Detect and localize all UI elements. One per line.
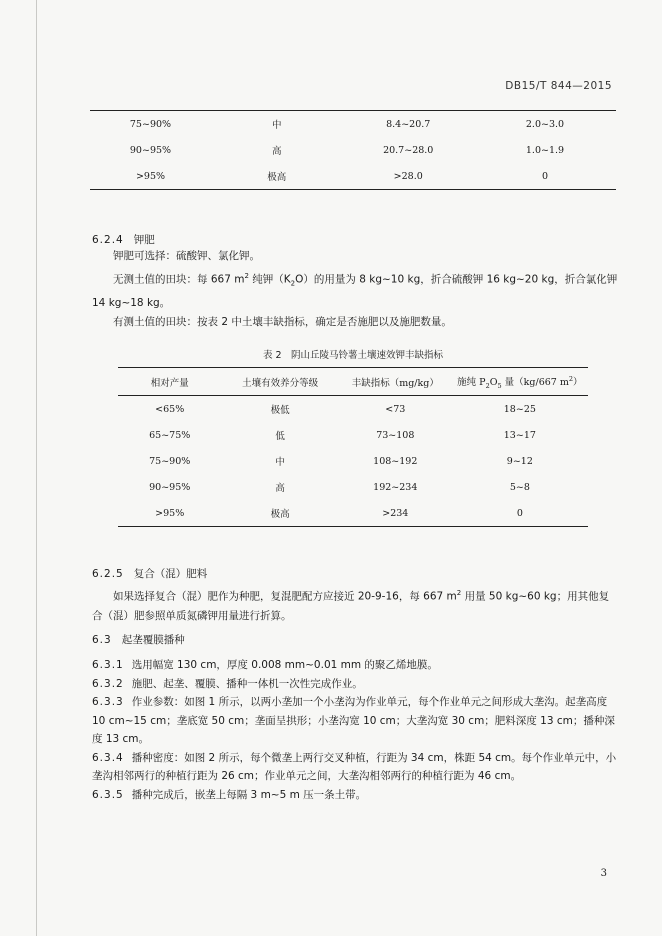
- table-row: [118, 448, 588, 474]
- table-cell: >234: [382, 507, 409, 519]
- text-run: O）的用量为 8 kg~10 kg，折合硫酸钾 16 kg~20 kg，折合氯化钾 14 kg~18 kg。: [92, 273, 618, 309]
- column-header: [452, 368, 588, 396]
- text-run: 用量 50 kg~60 kg；用其他复合（混）肥参照单质氮磷钾用量进行折算。: [92, 590, 610, 622]
- standard-code: DB15/T 844—2015: [505, 80, 612, 92]
- table-cell: 高: [275, 483, 285, 494]
- table-cell: 0: [516, 507, 523, 519]
- table-cell: 65~75%: [149, 429, 191, 441]
- table-cell: >28.0: [393, 170, 423, 182]
- table-cell: 1.0~1.9: [525, 144, 565, 156]
- table-cell: 极高: [270, 509, 290, 520]
- table-cell: 73~108: [376, 429, 415, 441]
- item-number: 6.3.5: [92, 788, 124, 801]
- table-cell: 75~90%: [129, 118, 172, 130]
- column-header: 丰缺指标（mg/kg）: [351, 377, 439, 389]
- table-2: [118, 367, 588, 527]
- table-cell: 90~95%: [149, 481, 191, 493]
- table-row: [90, 163, 616, 190]
- table-cell: 极低: [270, 405, 290, 416]
- section-6-2-5-body: [92, 584, 618, 627]
- item-text: 作业参数：如图 1 所示，以两小垄加一个小垄沟为作业单元，每个作业单元之间形成大垄沟。起垄高度 10 cm~15 cm；垄底宽 50 cm；垄面呈拱形；小垄沟宽 10 cm；大垄沟宽 30 cm；肥料深度 13 cm；播种深度 13 cm。: [92, 696, 615, 745]
- column-header: 相对产量: [150, 377, 189, 389]
- subscript: 2: [485, 381, 490, 390]
- table-1-continued: [90, 110, 616, 190]
- superscript: 2: [456, 589, 462, 597]
- table-row: [118, 500, 588, 527]
- item-text: 选用幅宽 130 cm，厚度 0.008 mm~0.01 mm 的聚乙烯地膜。: [131, 659, 438, 671]
- text-run: 无测土值的田块：每 667 m: [113, 273, 245, 285]
- table-cell: >95%: [135, 170, 166, 182]
- paragraph: 钾肥可选择：硫酸钾、氯化钾。: [113, 250, 260, 262]
- list-item: [92, 749, 618, 786]
- table-cell: 极高: [267, 172, 287, 183]
- item-number: 6.3.4: [92, 751, 124, 764]
- table-cell: 中: [275, 457, 285, 468]
- table-row: [118, 422, 588, 448]
- table-2-caption: 表 2 阴山丘陵马铃薯土壤速效钾丰缺指标: [262, 350, 444, 361]
- section-heading-6-2-4: [92, 232, 155, 247]
- table-row: [118, 396, 588, 423]
- table-cell: 5~8: [509, 481, 530, 493]
- text-run: 纯钾（K: [248, 273, 291, 285]
- section-6-3-body: [92, 656, 618, 804]
- subscript: 2: [290, 279, 296, 288]
- text-run: 如果选择复合（混）肥作为种肥，复混肥配方应接近 20-9-16，每 667 m: [113, 590, 457, 603]
- page-edge: [36, 0, 37, 936]
- table-cell: 13~17: [503, 429, 536, 441]
- list-item: [92, 675, 618, 694]
- table-cell: 2.0~3.0: [525, 118, 565, 130]
- table-header-row: [118, 368, 588, 396]
- section-title: 钾肥: [133, 234, 155, 246]
- section-heading-6-3: [92, 632, 185, 647]
- table-cell: <73: [385, 403, 406, 415]
- subscript: 5: [497, 381, 502, 390]
- list-item: [92, 656, 618, 675]
- item-text: 播种密度：如图 2 所示，每个微垄上两行交叉种植，行距为 34 cm，株距 54 cm。每个作业单元中，小垄沟相邻两行的种植行距为 26 cm；作业单元之间，大垄沟相邻两行的种植行距为 46 cm。: [92, 751, 617, 782]
- superscript: 2: [568, 374, 574, 383]
- paragraph: 有测土值的田块：按表 2 中土壤丰缺指标，确定是否施肥以及施肥数量。: [113, 316, 452, 329]
- text-run: ）: [573, 376, 583, 388]
- section-6-2-4-body: [92, 247, 618, 333]
- table-cell: 高: [271, 146, 282, 157]
- item-text: 施肥、起垄、覆膜、播种一体机一次性完成作业。: [131, 677, 363, 690]
- column-header: 土壤有效养分等级: [242, 377, 319, 389]
- superscript: 2: [244, 271, 249, 280]
- table-cell: <65%: [155, 403, 185, 415]
- list-item: [92, 786, 618, 805]
- table-row: [118, 474, 588, 500]
- text-run: 施纯 P: [457, 376, 486, 388]
- section-number: 6.2.4: [92, 234, 124, 246]
- table-row: [90, 137, 616, 163]
- list-item: [92, 693, 618, 749]
- item-number: 6.3.2: [92, 677, 124, 690]
- section-heading-6-2-5: [92, 566, 207, 581]
- text-run: 量（kg/667 m: [501, 376, 569, 388]
- paragraph: [92, 267, 618, 314]
- table-cell: 192~234: [373, 481, 418, 493]
- table-cell: 8.4~20.7: [386, 118, 431, 130]
- item-number: 6.3.3: [92, 696, 124, 708]
- page-number: 3: [600, 868, 607, 879]
- item-number: 6.3.1: [92, 659, 124, 671]
- table-cell: 9~12: [506, 455, 533, 467]
- table-cell: 20.7~28.0: [383, 144, 434, 156]
- table-cell: 108~192: [373, 455, 418, 467]
- table-cell: 中: [271, 120, 282, 131]
- table-cell: >95%: [155, 507, 185, 519]
- table-row: [90, 111, 616, 138]
- table-cell: 90~95%: [129, 144, 172, 156]
- table-cell: 0: [541, 170, 548, 182]
- table-cell: 低: [275, 431, 285, 442]
- section-number: 6.2.5: [92, 568, 124, 580]
- item-text: 播种完成后，嵌垄上每隔 3 m~5 m 压一条土带。: [131, 788, 367, 801]
- section-title: 复合（混）肥料: [133, 568, 208, 580]
- section-title: 起垄覆膜播种: [121, 634, 185, 646]
- table-cell: 75~90%: [149, 455, 191, 467]
- table-cell: 18~25: [503, 403, 536, 415]
- section-number: 6.3: [92, 634, 112, 646]
- text-run: O: [489, 376, 498, 388]
